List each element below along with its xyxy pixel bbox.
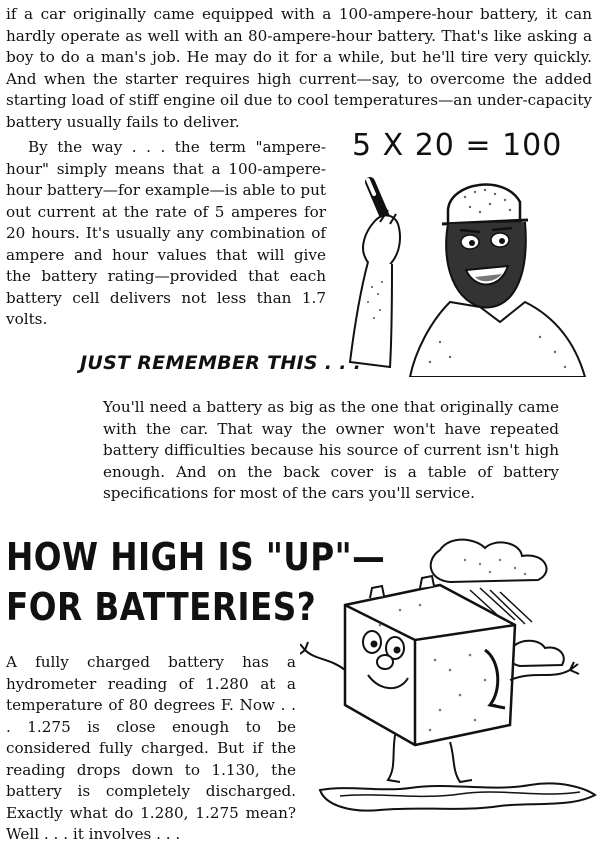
remember-paragraph: You'll need a battery as big as the one that originally came with the car. That way the owner won't have repeated battery difficulties because his source of current isn't high enough. And on the back cover is a table of battery specifications for most of the cars you'll service. — [103, 398, 559, 502]
hydrometer-paragraph: A fully charged battery has a hydrometer reading of 1.280 at a temperature of 80 degrees F. Now . . . 1.275 is close enough to be considered fully charged. But if the reading drops down to 1.130, the battery is completely discharged. Exactly what do 1.280, 1.275 mean? Well . . . it involves . . . — [6, 653, 296, 843]
mechanic-illustration — [330, 162, 590, 377]
section-heading-line1: HOW HIGH IS "UP"— — [6, 535, 386, 579]
chalk-equation: 5 X 20 = 100 — [352, 128, 563, 163]
flying-battery-illustration — [300, 530, 600, 835]
ampere-hour-paragraph — [6, 137, 326, 331]
remember-heading: JUST REMEMBER THIS . . . — [80, 352, 362, 374]
intro-paragraph: if a car originally came equipped with a 100-ampere-hour battery, it can hardly operate as well with an 80-ampere-hour battery. That's like asking a boy to do a man's job. He may do it for a while, but he'll tire very quickly. And when the starter requires high current—say, to overcome the added starting load of stiff engine oil due to cool temperatures—an under-capacity battery usually fails to deliver. — [6, 5, 592, 131]
section-heading-line2: FOR BATTERIES? — [6, 585, 317, 629]
ampere-hour-text: By the way . . . the term "ampere-hour" simply means that a 100-ampere-hour battery—for example—is able to put out current at the rate of 5 amperes for 20 hours. It's usually any combination of ampere and hour values that will give the battery rating—provided that each battery cell delivers not less than 1.7 volts. — [6, 138, 326, 328]
